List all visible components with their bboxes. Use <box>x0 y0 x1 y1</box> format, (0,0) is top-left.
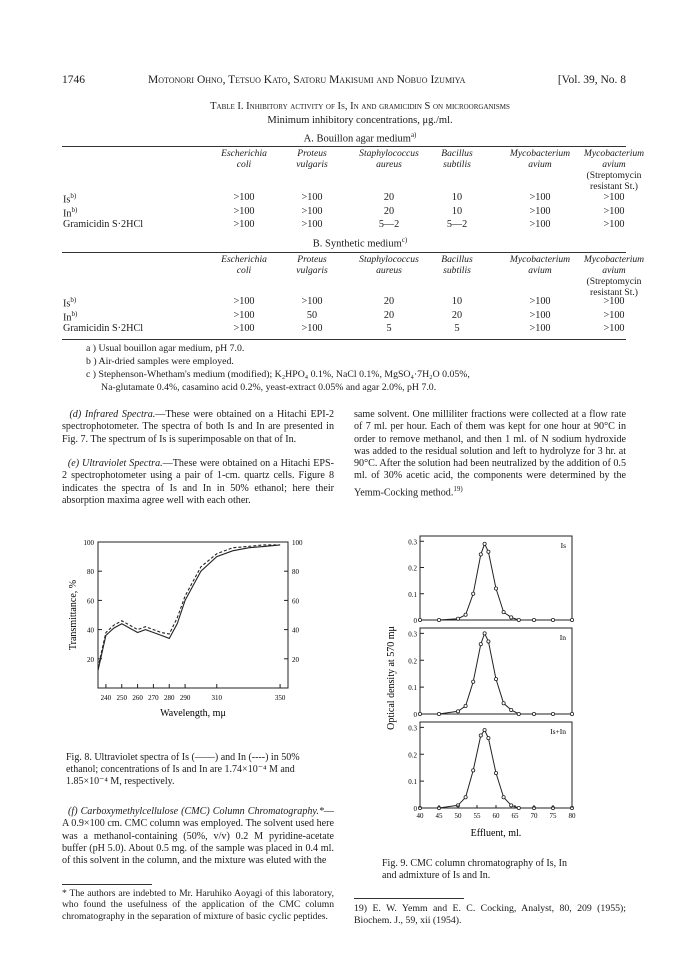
data-point <box>551 712 554 715</box>
data-point <box>464 613 467 616</box>
y-tick-label: 0.3 <box>408 630 417 639</box>
y-tick-label: 0.1 <box>408 590 417 599</box>
data-point <box>510 804 513 807</box>
y-tick-label: 0.3 <box>408 724 417 733</box>
x-tick-label: 65 <box>511 812 519 820</box>
row-label: Is$^{b)}$ <box>63 296 77 310</box>
data-point <box>570 712 573 715</box>
table-cell: >100 <box>233 323 255 334</box>
running-authors: Motonori Ohno, Tetsuo Kato, Satoru Makisumi and Nobuo Izumiya <box>148 74 466 86</box>
table-cell: >100 <box>603 205 625 217</box>
column-header: Staphylococcus aureus <box>359 148 419 170</box>
y-tick-label: 0 <box>413 805 417 813</box>
row-label: Is$^{b)}$ <box>63 192 77 206</box>
x-tick-label: 80 <box>568 812 576 820</box>
table-cell: >100 <box>529 219 551 230</box>
table-cell: 5—2 <box>378 219 400 230</box>
column-header: Escherichia coli <box>221 148 267 170</box>
table-cell: >100 <box>529 205 551 217</box>
x-tick-label: 350 <box>274 694 286 702</box>
y-tick-label: 0 <box>413 617 417 625</box>
table-cell: 20 <box>383 192 395 203</box>
footnote-a: a ) Usual bouillon agar medium, pH 7.0. <box>86 343 245 354</box>
table-cell: >100 <box>529 323 551 334</box>
x-axis-label: Wavelength, mμ <box>160 708 226 719</box>
paragraph-cmc: (f) Carboxymethylcellulose (CMC) Column Chromatography.*—A 0.9×100 cm. CMC column was employed. The solvent used here was a methanol-containing (50%, v/v) 0.2 M pyridine-acetate buffer (pH 5.0). About 0.5 mg. of the sample was placed in 0.4 ml. of this solvent in the column, and the mixture was eluted with the <box>62 806 334 867</box>
table-cell: 20 <box>383 309 395 321</box>
series-line-Is <box>420 544 572 620</box>
series-line-In <box>98 545 280 668</box>
table-subtitle: Minimum inhibitory concentrations, μg./ml. <box>267 115 453 126</box>
data-point <box>502 611 505 614</box>
column-header: Escherichia coli <box>221 254 267 276</box>
data-point <box>479 643 482 646</box>
column-header: Bacillus subtilis <box>441 148 473 170</box>
x-tick-label: 60 <box>492 812 500 820</box>
column-header: Mycobacterium avium (Streptomycin resistant St.) <box>583 148 645 192</box>
data-point <box>464 796 467 799</box>
footnote-b: b ) Air-dried samples were employed. <box>86 356 234 367</box>
panel-frame <box>420 536 572 620</box>
y-tick-label: 0.1 <box>408 778 417 787</box>
table-rule <box>62 146 626 147</box>
table-cell: >100 <box>603 323 625 334</box>
table-cell: 10 <box>451 192 463 203</box>
panel-label: Is <box>560 541 566 550</box>
reference-rule <box>354 898 464 899</box>
x-tick-label: 70 <box>530 812 538 820</box>
footnote-rule <box>62 884 152 885</box>
reference-19: 19) E. W. Yemm and E. C. Cocking, Analyst, 80, 209 (1955); Biochem. J., 59, xii (1954). <box>354 903 626 927</box>
y-tick-label: 60 <box>87 597 94 606</box>
data-point <box>418 712 421 715</box>
x-tick-label: 280 <box>164 694 175 702</box>
y-tick-label: 100 <box>292 539 303 547</box>
data-point <box>510 616 513 619</box>
table-cell: 5 <box>454 323 460 334</box>
y-tick-label: 0.2 <box>408 564 417 573</box>
footnote-c-cont: Na-glutamate 0.4%, casamino acid 0.2%, yeast-extract 0.05% and agar 2.0%, pH 7.0. <box>101 382 437 393</box>
y-tick-label: 20 <box>292 655 299 664</box>
x-tick-label: 75 <box>549 812 557 820</box>
section-b-title: B. Synthetic medium$^{c)}$ <box>312 236 408 250</box>
table-cell: >100 <box>301 296 323 307</box>
table-cell: >100 <box>233 296 255 307</box>
data-point <box>517 806 520 809</box>
paragraph-ultraviolet: (e) Ultraviolet Spectra.—These were obtained on a Hitachi EPS-2 spectrophotometer using a pair of 1-cm. quartz cells. Figure 8 indicates the spectra of Is and In in 50% ethanol; here their absorption maxima agree well with each other. <box>62 458 334 506</box>
data-point <box>472 680 475 683</box>
table-cell: >100 <box>603 219 625 230</box>
table-cell: >100 <box>233 309 255 321</box>
paragraph-infrared: (d) Infrared Spectra.—These were obtained on a Hitachi EPI-2 spectrophotometer. The spectra of both Is and In are presented in Fig. 7. The spectrum of Is is superimposable on that of In. <box>62 409 334 445</box>
row-label: In$^{b)}$ <box>63 205 78 219</box>
table-cell: >100 <box>603 192 625 203</box>
table-cell: 20 <box>383 205 395 217</box>
data-point <box>472 769 475 772</box>
column-header: Proteus vulgaris <box>296 254 328 276</box>
column-header: Bacillus subtilis <box>441 254 473 276</box>
y-tick-label: 40 <box>87 626 94 635</box>
series-line-In <box>420 633 572 714</box>
table-cell: 5—2 <box>446 219 468 230</box>
table-cell: >100 <box>301 323 323 334</box>
x-axis-label: Effluent, ml. <box>470 828 522 839</box>
x-tick-label: 290 <box>179 694 191 702</box>
column-header: Mycobacterium avium (Streptomycin resistant St.) <box>583 254 645 298</box>
fig9-chart <box>382 528 582 844</box>
footnote-c: c ) Stephenson-Whetham's medium (modified); K₂HPO₄ 0.1%, NaCl 0.1%, MgSO₄·7H₂O 0.05%, <box>86 369 470 380</box>
fig8-caption: Fig. 8. Ultraviolet spectra of Is (——) and In (----) in 50% ethanol; concentrations of Is and In are 1.74×10⁻⁴ M and 1.85×10⁻⁴ M, respectively. <box>66 752 300 787</box>
y-tick-label: 0.2 <box>408 751 417 760</box>
table-cell: >100 <box>233 205 255 217</box>
data-point <box>483 632 486 635</box>
data-point <box>487 737 490 740</box>
page-number: 1746 <box>62 74 85 86</box>
panel-frame <box>420 628 572 714</box>
table-cell: >100 <box>529 296 551 307</box>
data-point <box>456 710 459 713</box>
x-tick-label: 260 <box>132 694 143 702</box>
data-point <box>472 592 475 595</box>
panel-label: Is+In <box>550 727 566 736</box>
table-cell: 50 <box>306 309 318 321</box>
section-a-title: A. Bouillon agar medium$^{a)}$ <box>303 131 417 145</box>
y-axis-label: Optical density at 570 mμ <box>386 626 397 730</box>
table-cell: >100 <box>301 219 323 230</box>
data-point <box>502 796 505 799</box>
x-tick-label: 50 <box>454 812 462 820</box>
y-tick-label: 20 <box>87 655 94 664</box>
table-cell: >100 <box>233 192 255 203</box>
y-axis-label: Transmittance, % <box>68 579 79 651</box>
table-cell: 5 <box>386 323 392 334</box>
data-point <box>479 734 482 737</box>
data-point <box>517 618 520 621</box>
y-tick-label: 40 <box>292 626 299 635</box>
y-tick-label: 0.2 <box>408 657 417 666</box>
data-point <box>517 712 520 715</box>
fig8-chart <box>62 528 338 734</box>
data-point <box>570 618 573 621</box>
data-point <box>464 704 467 707</box>
paragraph-right: same solvent. One milliliter fractions were collected at a flow rate of 7 ml. per hour. Each of them was kept for one hour at 90°C in order to remove methanol, and then 1 ml. of N sodium hydroxide was added to the residual solution and left to hydrolyze for 3 hr. at 90°C. After the solution had been neutralized by the addition of 0.5 ml. of 30% acetic acid, the components were determined by the Yemm-Cocking method.$^{19)}$ <box>354 409 626 499</box>
x-tick-label: 240 <box>100 694 112 702</box>
table-cell: >100 <box>529 192 551 203</box>
table-rule <box>62 339 626 340</box>
row-label: In$^{b)}$ <box>63 309 78 323</box>
x-tick-label: 270 <box>148 694 159 702</box>
fig9-caption: Fig. 9. CMC column chromatography of Is, In and admixture of Is and In. <box>382 858 567 881</box>
data-point <box>487 640 490 643</box>
data-point <box>494 677 497 680</box>
y-tick-label: 80 <box>292 568 299 577</box>
volume-info: [Vol. 39, No. 8 <box>557 74 626 86</box>
y-tick-label: 0.3 <box>408 538 417 547</box>
y-tick-label: 80 <box>87 568 94 577</box>
table-cell: 10 <box>451 296 463 307</box>
column-header: Mycobacterium avium <box>509 148 571 170</box>
data-point <box>494 771 497 774</box>
panel-label: In <box>559 633 566 642</box>
x-tick-label: 310 <box>211 694 222 702</box>
data-point <box>510 708 513 711</box>
x-tick-label: 55 <box>473 812 481 820</box>
row-label: Gramicidin S·2HCl <box>63 219 144 230</box>
data-point <box>479 553 482 556</box>
data-point <box>487 550 490 553</box>
column-header: Proteus vulgaris <box>296 148 328 170</box>
data-point <box>532 618 535 621</box>
y-tick-label: 100 <box>83 539 94 547</box>
table-cell: >100 <box>301 192 323 203</box>
y-tick-label: 0 <box>413 711 417 719</box>
table-cell: >100 <box>301 205 323 217</box>
series-line-Is <box>98 545 280 671</box>
y-tick-label: 0.1 <box>408 684 417 693</box>
series-line-Is+In <box>420 730 572 808</box>
table-cell: 10 <box>451 205 463 217</box>
column-header: Mycobacterium avium <box>509 254 571 276</box>
data-point <box>483 542 486 545</box>
x-tick-label: 250 <box>116 694 127 702</box>
row-label: Gramicidin S·2HCl <box>63 323 144 334</box>
x-tick-label: 40 <box>416 812 424 820</box>
data-point <box>456 617 459 620</box>
data-point <box>494 587 497 590</box>
table-title: Table I. Inhibitory activity of Is, In and gramicidin S on microorganisms <box>210 101 510 112</box>
footnote-acknowledgment: * The authors are indebted to Mr. Haruhiko Aoyagi of this laboratory, who found the usefulness of the application of the CMC column chromatography in the separation of mixture of basic cyclic peptides. <box>62 888 334 922</box>
data-point <box>483 728 486 731</box>
column-header: Staphylococcus aureus <box>359 254 419 276</box>
table-cell: 20 <box>451 309 463 321</box>
y-tick-label: 60 <box>292 597 299 606</box>
table-cell: 20 <box>383 296 395 307</box>
table-cell: >100 <box>603 309 625 321</box>
plot-frame <box>98 542 288 688</box>
table-cell: >100 <box>233 219 255 230</box>
table-cell: >100 <box>603 296 625 307</box>
x-tick-label: 45 <box>435 812 443 820</box>
table-cell: >100 <box>529 309 551 321</box>
data-point <box>418 618 421 621</box>
data-point <box>502 702 505 705</box>
data-point <box>437 618 440 621</box>
data-point <box>532 712 535 715</box>
data-point <box>551 618 554 621</box>
data-point <box>437 712 440 715</box>
table-rule <box>62 252 626 253</box>
